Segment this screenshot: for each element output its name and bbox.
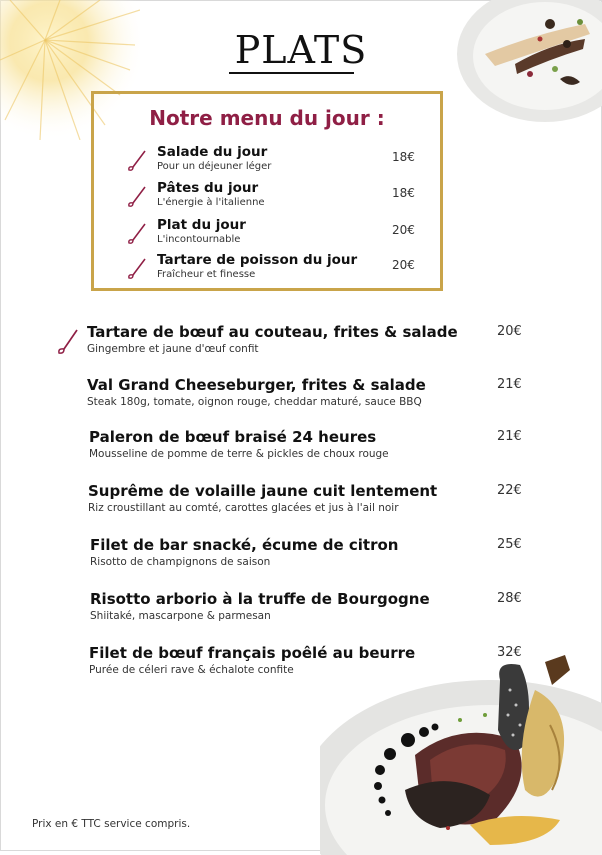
featured-item-desc: L'incontournable: [157, 234, 241, 245]
dish-item: [0, 590, 602, 630]
title-underline: [229, 72, 354, 74]
dish-desc: Gingembre et jaune d'œuf confit: [87, 343, 259, 355]
chef-pick-mark-icon: [57, 329, 79, 355]
featured-item: [94, 144, 440, 178]
featured-item-desc: L'énergie à l'italienne: [157, 197, 265, 208]
featured-item-price: 18€: [392, 186, 415, 200]
dish-name: Filet de bar snacké, écume de citron: [90, 536, 399, 554]
dish-desc: Risotto de champignons de saison: [90, 556, 271, 568]
chef-pick-mark-icon: [127, 186, 147, 208]
menu-of-the-day-heading: Notre menu du jour :: [149, 106, 385, 130]
dish-name: Risotto arborio à la truffe de Bourgogne: [90, 590, 430, 608]
dish-item: [0, 482, 602, 522]
featured-item-desc: Pour un déjeuner léger: [157, 161, 272, 172]
dish-name: Tartare de bœuf au couteau, frites & salade: [87, 323, 458, 341]
featured-item-desc: Fraîcheur et finesse: [157, 269, 256, 280]
featured-item: [94, 217, 440, 251]
featured-item-name: Pâtes du jour: [157, 180, 259, 196]
dish-price: 32€: [497, 645, 522, 660]
featured-item-price: 20€: [392, 258, 415, 272]
dish-photo-bottom: [320, 650, 602, 855]
price-note: Prix en € TTC service compris.: [32, 818, 191, 830]
dish-desc: Shiitaké, mascarpone & parmesan: [90, 610, 271, 622]
dish-item: [0, 536, 602, 576]
dish-price: 25€: [497, 537, 522, 552]
featured-item: [94, 180, 440, 214]
dish-desc: Steak 180g, tomate, oignon rouge, cheddar maturé, sauce BBQ: [87, 396, 422, 408]
chef-pick-mark-icon: [127, 223, 147, 245]
dish-desc: Mousseline de pomme de terre & pickles de choux rouge: [89, 448, 389, 460]
dish-item: [0, 323, 602, 363]
dish-name: Suprême de volaille jaune cuit lentement: [88, 482, 438, 500]
featured-item-name: Tartare de poisson du jour: [157, 252, 358, 268]
dish-price: 21€: [497, 429, 522, 444]
dish-price: 20€: [497, 324, 522, 339]
chef-pick-mark-icon: [127, 258, 147, 280]
dish-item: [0, 376, 602, 416]
dish-name: Val Grand Cheeseburger, frites & salade: [87, 376, 426, 394]
dish-price: 22€: [497, 483, 522, 498]
featured-item: [94, 252, 440, 286]
dish-desc: Purée de céleri rave & échalote confite: [89, 664, 294, 676]
dish-price: 28€: [497, 591, 522, 606]
page-title: PLATS: [234, 28, 368, 72]
dish-name: Filet de bœuf français poêlé au beurre: [89, 644, 416, 662]
chef-pick-mark-icon: [127, 150, 147, 172]
featured-item-name: Salade du jour: [157, 144, 268, 160]
dish-name: Paleron de bœuf braisé 24 heures: [89, 428, 377, 446]
featured-item-name: Plat du jour: [157, 217, 246, 233]
dish-desc: Riz croustillant au comté, carottes glacées et jus à l'ail noir: [88, 502, 399, 514]
menu-of-the-day-box: [91, 91, 443, 291]
dish-item: [0, 428, 602, 468]
featured-item-price: 20€: [392, 223, 415, 237]
featured-item-price: 18€: [392, 150, 415, 164]
dish-price: 21€: [497, 377, 522, 392]
